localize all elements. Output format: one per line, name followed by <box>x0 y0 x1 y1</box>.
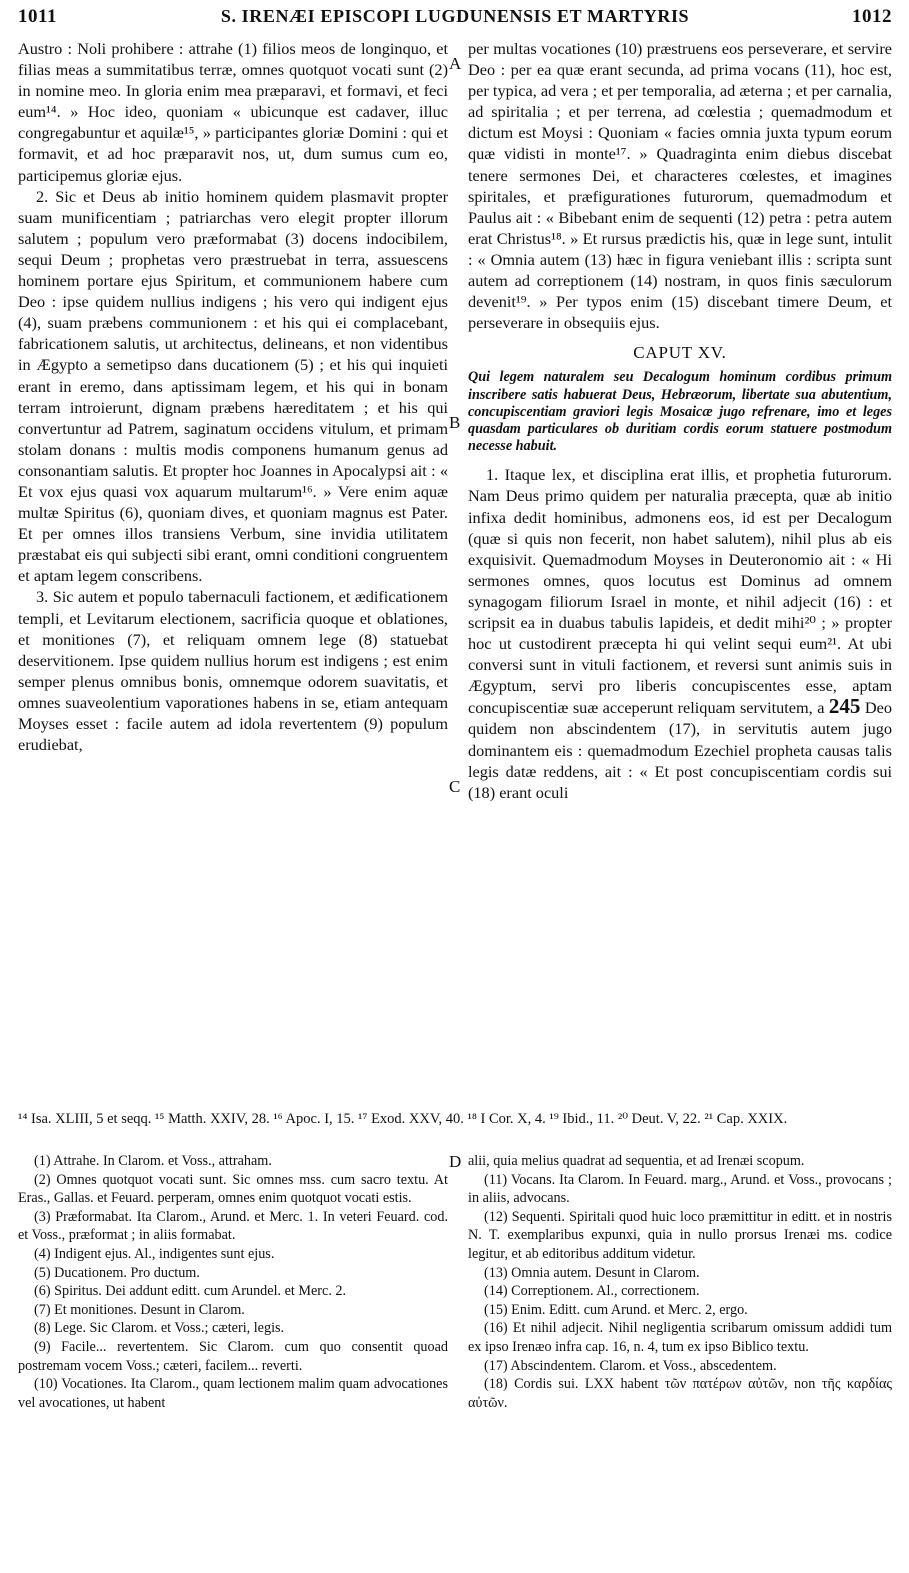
note-1: (1) Attrahe. In Clarom. et Voss., attraham. <box>34 1153 272 1169</box>
left-column <box>18 38 448 755</box>
running-title: S. IRENÆI EPISCOPI LUGDUNENSIS ET MARTYRIS <box>220 6 690 26</box>
margin-letter-c: C <box>449 777 461 796</box>
paragraph-right-continuation: per multas vocationes (10) præstruens eos perseverare, et servire Deo : per ea quæ erant secunda, ad prima vocans (11), hoc est, per typica, ad vera ; et per temporalia, ad æterna ; et per carnalia, ad spiritalia ; et per terrena, ad cœlestia ; quemadmodum et dictum est Moysi : Quoniam « facies omnia juxta typum eorum quæ vidisti in monte¹⁷. » Quadraginta enim diebus discebat tenere sermones Dei, et characteres cœlestes, et imagines spiritales, et præfigurationes futurorum, quemadmodum et Paulus ait : « Bibebant enim de sequenti (12) petra : petra autem erat Christus¹⁸. » Et rursus prædictis his, quæ in lege sunt, intulit : « Omnia autem (13) hæc in figura veniebant illis : scripta sunt autem ad correptionem (14) nostram, in quos finis sæculorum devenit¹⁹. » Per typos enim (15) discebant timere Deum, et perseverare in obsequiis ejus. <box>468 39 892 333</box>
paragraph-3: 3. Sic autem et populo tabernaculi factionem, et ædificationem templi, et Levitarum electionem, sacrificia quoque et oblationes, et monitiones (7), et reliquam omnem lege (8) statuebat deservitionem. Ipse quidem nullius horum est indigens ; est enim semper plenus omnibus bonis, omnemque odorem suavitatis, et omnes suaveolentium vaporationes habens in se, etiam antequam Moyses esset : facile autem ad idola revertentem (9) populum erudiebat, <box>18 587 448 755</box>
note-18: (18) Cordis sui. LXX habent τῶν πατέρων αὐτῶν, non τῆς καρδίας αὐτῶν. <box>468 1376 892 1411</box>
paragraph-2: 2. Sic et Deus ab initio hominem quidem plasmavit propter suam munificentiam ; patriarchas vero elegit propter illorum salutem ; populum vero præformabat (3) docens indocibilem, sequi Deum ; prophetas vero præstruebat in terra, assuescens hominem portare ejus Spiritum, et communionem habere cum Deo : ipse quidem nullius indigens ; his vero qui indigent ejus (4), suam præbens communionem : et his qui ei complacebant, fabricationem salutis, ut architectus, delineans, et non videntibus in Ægypto a semetipso dans ducationem (5) ; et his qui inquieti erant in eremo, dans aptissimam legem, et his qui in bonam terram introierunt, dignam præbens hæreditatem ; et his qui convertuntur ad Patrem, saginatum occidens vitulum, et primam stolam donans : multis modis componens humanum genus ad consonantiam salutis. Et propter hoc Joannes in Apocalypsi ait : « Et vox ejus quasi vox aquarum multarum¹⁶. » Vere enim aquæ multæ Spiritus (6), quoniam dives, et quoniam magnus est Pater. Et per omnes illos transiens Verbum, sine invidia utilitatem præstabat eis qui subjecti sibi erant, omni conditioni congruentem et aptam legem conscribens. <box>18 186 448 586</box>
note-16: (16) Et nihil adjecit. Nihil negligentia scribarum omissum addidi tum ex ipso Irenæo infra cap. 16, n. 4, tum ex ipso Biblico textu. <box>468 1320 892 1355</box>
margin-letter-a: A <box>449 54 462 73</box>
notes-right-column <box>468 1152 892 1412</box>
notes-left-column <box>18 1152 448 1412</box>
note-9: (9) Facile... revertentem. Sic Clarom. cum quo consentit quoad postremam vocem Voss.; cæteri, facilem... reverti. <box>18 1338 448 1374</box>
margin-letter-d: D <box>449 1152 462 1171</box>
note-10-continuation: alii, quia melius quadrat ad sequentia, et ad Irenæi scopum. <box>468 1153 805 1169</box>
note-7: (7) Et monitiones. Desunt in Clarom. <box>34 1301 245 1318</box>
page-number-right: 1012 <box>852 6 892 27</box>
note-2: (2) Omnes quotquot vocati sunt. Sic omnes mss. cum sacro textu. At Eras., Gallas. et Feuard. perperam, omnes enim quotquot vocati estis. <box>18 1171 448 1207</box>
note-4: (4) Indigent ejus. Al., indigentes sunt ejus. <box>34 1245 275 1262</box>
chapter-summary: Qui legem naturalem seu Decalogum hominum cordibus primum inscribere satis habuerat Deus, Hebræorum, libertate sua abutentium, concupiscentiam graviori legis Mosaicæ jugo refrenare, imo et leges quasdam particulares ob duritiam cordis eorum statuere postmodum necesse habuit. <box>468 369 892 455</box>
page-number-left: 1011 <box>18 6 57 27</box>
chapter-paragraph-1 <box>468 464 892 803</box>
note-6: (6) Spiritus. Dei addunt editt. cum Arundel. et Merc. 2. <box>34 1283 347 1300</box>
running-head <box>18 6 892 32</box>
note-10: (10) Vocationes. Ita Clarom., quam lectionem malim quam advocationes vel avocationes, ut habent <box>18 1376 448 1411</box>
note-11: (11) Vocans. Ita Clarom. In Feuard. marg., Arund. et Voss., provocans ; in aliis, advocans. <box>468 1171 892 1207</box>
note-3: (3) Præformabat. Ita Clarom., Arund. et Merc. 1. In veteri Feuard. cod. et Voss., præformat ; in aliis formabat. <box>18 1208 448 1244</box>
note-17: (17) Abscindentem. Clarom. et Voss., abscedentem. <box>484 1357 777 1374</box>
paragraph-text-after: Deo quidem non abscindentem (17), in servitutis autem jugo dominantem eis : quemadmodum Ezechiel propheta causas talis legis datæ reddens, ait : « Et post concupiscentiam cordis sui (18) erant oculi <box>468 698 892 802</box>
note-5: (5) Ducationem. Pro ductum. <box>34 1264 200 1281</box>
inline-page-number: 245 <box>828 694 861 719</box>
chapter-heading: CAPUT XV. <box>633 343 727 363</box>
paragraph-continuation: Austro : Noli prohibere : attrahe (1) filios meos de longinquo, et filias meas a summitatibus terræ, omnes quotquot vocati sunt (2) in nomine meo. In gloria enim mea præparavi, et formavi, et feci eum¹⁴. » Hoc ideo, quoniam « ubicunque est cadaver, illuc congregabuntur et aquilæ¹⁵, » participantes gloriæ Domini : qui et formavit, et ad hoc præparavit nos, ut, dum sumus cum eo, participemus gloriæ ejus. <box>18 39 448 185</box>
note-15: (15) Enim. Editt. cum Arund. et Merc. 2, ergo. <box>484 1301 748 1318</box>
note-8: (8) Lege. Sic Clarom. et Voss.; cæteri, legis. <box>34 1320 285 1337</box>
note-14: (14) Correptionem. Al., correctionem. <box>484 1283 700 1300</box>
note-13: (13) Omnia autem. Desunt in Clarom. <box>484 1264 700 1281</box>
right-column <box>468 38 892 803</box>
scripture-references: ¹⁴ Isa. XLIII, 5 et seqq. ¹⁵ Matth. XXIV, 28. ¹⁶ Apoc. I, 15. ¹⁷ Exod. XXV, 40. ¹⁸ I Cor. X, 4. ¹⁹ Ibid., 11. ²⁰ Deut. V, 22. ²¹ Cap. XXIX. <box>18 1111 788 1127</box>
margin-letter-b: B <box>449 413 461 432</box>
note-12: (12) Sequenti. Spiritali quod huic loco præmittitur in editt. et in nostris N. T. exemplaribus expunxi, quia in nullo prorsus Irenæi ms. codice legitur, et ab editoribus additum videtur. <box>468 1208 892 1262</box>
paragraph-text-before: 1. Itaque lex, et disciplina erat illis, et prophetia futurorum. Nam Deus primo quidem per naturalia præcepta, quæ ab initio infixa dedit hominibus, admonens eos, id est per Decalogum (quæ si quis non fecerit, non habet salutem), nihil plus ab eis exquisivit. Quemadmodum Moyses in Deuteronomio ait : « Hi sermones omnes, quos locutus est Dominus ad omnem synagogam filiorum Israel in monte, et nihil adjecit (16) : et scripsit ea in duabus tabulis lapideis, et dedit mihi²⁰ ; » propter hoc ut custodirent præcepta hi qui velint sequi eum²¹. At ubi conversi sunt in vituli factionem, et reversi sunt animis suis in Ægyptum, servi pro liberis concupiscentes esse, aptam concupiscentiæ suæ acceperunt reliquam servitutem, a <box>468 465 892 718</box>
